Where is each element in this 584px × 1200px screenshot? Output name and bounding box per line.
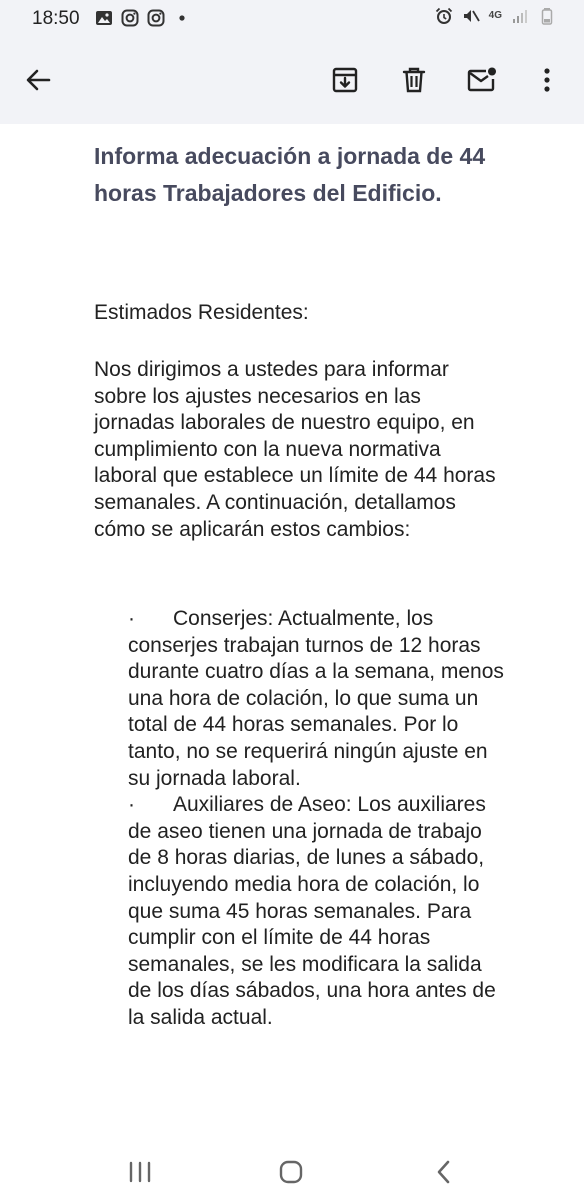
mark-unread-button[interactable] xyxy=(460,58,504,102)
instagram-icon xyxy=(147,9,165,27)
notification-icons xyxy=(95,9,191,27)
network-label: 4G xyxy=(488,10,502,21)
signal-icon xyxy=(511,7,529,25)
back-icon xyxy=(434,1159,454,1185)
back-arrow-icon xyxy=(24,66,52,94)
alarm-icon xyxy=(435,7,453,25)
more-vert-icon xyxy=(543,66,551,94)
email-intro: Nos dirigimos a ustedes para informar sobre los ajustes necesarios en las jornadas laborales de nuestro equipo, en cumplimiento con la nueva normativa laboral que establece un límite de 44 horas semanales. A continuación, detallamos cómo se aplicarán estos cambios: xyxy=(94,358,496,541)
list-item-text: Auxiliares de Aseo: Los auxiliares de aseo tienen una jornada de trabajo de 8 horas diarias, de lunes a sábado, incluyendo media hora de colación, lo que suma 45 horas semanales. Para cumplir con el límite de 44 horas semanales, se les modificara la salida de los días sábados, una hora antes de la salida actual. xyxy=(128,793,496,1029)
battery-icon xyxy=(538,7,556,25)
back-button[interactable] xyxy=(16,58,60,102)
navigation-bar xyxy=(0,1146,584,1200)
email-content[interactable] xyxy=(0,124,584,1146)
system-icons xyxy=(435,7,556,25)
email-list xyxy=(128,606,508,1032)
trash-icon xyxy=(400,66,428,94)
archive-icon xyxy=(331,66,359,94)
list-bullet: · xyxy=(128,793,135,817)
list-item-text: Conserjes: Actualmente, los conserjes trabajan turnos de 12 horas durante cuatro días a la semana, menos una hora de colación, lo que suma un total de 44 horas semanales. Por lo tanto, no se requerirá ningún ajuste en su jornada laboral. xyxy=(128,607,504,790)
home-button[interactable] xyxy=(269,1152,313,1192)
status-bar xyxy=(0,0,584,38)
mute-icon xyxy=(462,7,480,25)
mark-unread-icon xyxy=(466,66,498,94)
archive-button[interactable] xyxy=(323,58,367,102)
more-options-button[interactable] xyxy=(525,58,569,102)
status-time: 18:50 xyxy=(32,8,80,29)
email-subject: Informa adecuación a jornada de 44 horas Trabajadores del Edificio. xyxy=(94,143,486,206)
recents-icon xyxy=(127,1161,153,1183)
recents-button[interactable] xyxy=(118,1152,162,1192)
delete-button[interactable] xyxy=(392,58,436,102)
list-item xyxy=(128,606,508,792)
instagram-icon xyxy=(121,9,139,27)
list-item xyxy=(128,792,508,1031)
email-greeting: Estimados Residentes: xyxy=(94,301,309,324)
system-back-button[interactable] xyxy=(422,1152,466,1192)
list-bullet: · xyxy=(128,607,135,630)
dot-icon xyxy=(173,9,191,27)
gallery-icon xyxy=(95,9,113,27)
home-icon xyxy=(278,1159,304,1185)
app-bar xyxy=(0,38,584,124)
